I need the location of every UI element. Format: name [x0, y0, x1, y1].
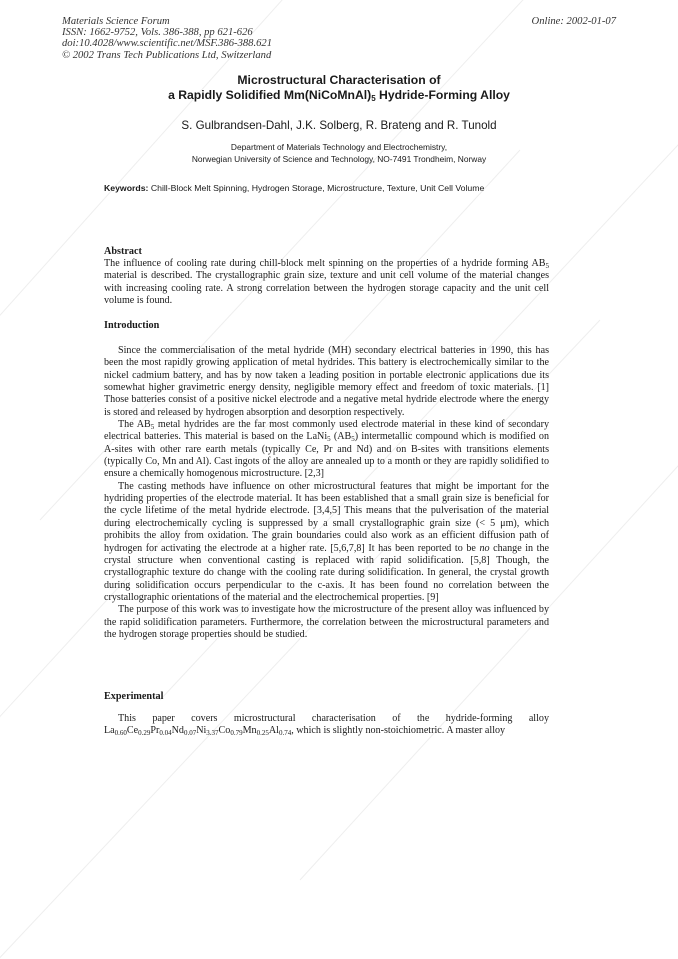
formula-subscript: 0.25 — [256, 729, 269, 738]
formula-subscript: 0.04 — [159, 729, 172, 738]
formula-element: Co — [218, 725, 231, 737]
author-list: S. Gulbrandsen-Dahl, J.K. Solberg, R. Brateng and R. Tunold — [181, 119, 497, 132]
abstract-text: The influence of cooling rate during chill-block melt spinning on the properties of a hydride forming $AB_5$ material is described. The crystallographic grain size, texture and unit cell volume of the material changes with increasing cooling rate. A strong correlation between the hydrogen storage capacity and the unit cell volume is found. — [104, 258, 549, 307]
introduction-heading: Introduction — [104, 320, 160, 331]
formula-element: La — [104, 725, 115, 737]
formula-element: Ce — [126, 725, 139, 737]
formula-element: Al — [268, 725, 279, 737]
experimental-heading: Experimental — [104, 691, 164, 702]
issn-line: ISSN: 1662-9752, Vols. 386-388, pp 621-626 — [62, 27, 253, 39]
formula-element: Pr — [150, 725, 160, 737]
journal-header — [62, 16, 272, 61]
paper-title — [60, 73, 618, 103]
keywords-label: Keywords: — [104, 183, 149, 193]
title-line-1: Microstructural Characterisation of — [237, 73, 441, 87]
formula-subscript: 0.29 — [138, 729, 151, 738]
keywords — [104, 183, 574, 194]
formula-subscript: 0.74 — [278, 729, 292, 738]
intro-paragraph-1: Since the commercialisation of the metal hydride (MH) secondary electrical batteries in 1990, this has been the most rapidly growing application of metal hydrides. This battery is electrochemically similar to the nickel cadmium battery, and has by now taken a leading position in portable electronic applications due its somewhat higher gravimetric energy density, negligible memory effect and freedom of toxic materials. [1] Those batteries consist of a positive nickel electrode and a negative metal hydride electrode where the energy is stored and released by hydrogen absorption and desorption respectively. — [104, 345, 549, 418]
title-line-2: a Rapidly Solidified $Mm(NiCoMnAl)_5$ Hydride-Forming Alloy — [168, 88, 510, 103]
formula-subscript: 3.37 — [206, 729, 219, 738]
abstract-heading: Abstract — [104, 246, 142, 257]
intro-paragraph-2: The $AB_5$ metal hydrides are the far most commonly used electrode material in these kind of secondary electrical batteries. This material is based on the LaNi$_5$ $(AB_5)$ intermetallic compound which is modified on A-sites with other rare earth metals (typically Ce, Pr and Nd) and on B-sites with transitions elements (typically Co, Mn and Al). Cast ingots of the alloy are annealed up to a month or they are rapidly solidified to ensure a chemically homogenous microstructure. [2,3] — [104, 419, 550, 480]
formula-element: Nd — [171, 725, 184, 737]
alloy-formula — [104, 725, 291, 736]
formula-subscript: 0.60 — [114, 729, 127, 738]
experimental-text: This paper covers microstructural characterisation of the hydride-forming alloy $La_{0.60}Ce_{0.29}Pr_{0.04}Nd_{0.07}Ni_{3.37}Co_{0.79}Mn_{0.25}Al_{0.74}$, which is slightly non-stoichiometric. A master alloy — [104, 713, 549, 738]
doi-line[interactable]: doi:10.4028/www.scientific.net/MSF.386-388.621 — [62, 38, 272, 50]
formula-element: Ni — [196, 725, 207, 737]
journal-name: Materials Science Forum — [62, 16, 170, 27]
formula-subscript: 0.79 — [230, 729, 243, 738]
introduction-body — [104, 345, 549, 641]
intro-paragraph-3: The casting methods have influence on other microstructural features that might be important for the hydriding properties of the electrode material. It has been established that a small grain size is beneficial for the cycle lifetime of the metal hydride electrode. [3,4,5] This means that the pulverisation of the material during electrochemically cycling is suppressed by a small crystallographic grain size (< 5 μm), which prohibits the alloy from oxidation. The grain boundaries could also work as an efficient diffusion path of hydrogen for activating the electrode at a higher rate. [5,6,7,8] It has been reported to be no change in the crystal structure when conventional casting is replaced with rapid solidification. [5,8] Though, the crystallographic texture do change with the cooling rate during solidification. In general, the crystal growth during solidification occurs perpendicular to the c-axis. It has been found no correlation between the crystallographic orientations of the material and the electrochemical properties. [9] — [104, 480, 549, 603]
keywords-text: Chill-Block Melt Spinning, Hydrogen Storage, Microstructure, Texture, Unit Cell Volume — [148, 183, 485, 193]
online-date: Online: 2002-01-07 — [531, 16, 616, 27]
affiliation: Department of Materials Technology and Electrochemistry, Norwegian University of Science and Technology, NO-7491 Trondheim, Norway — [191, 142, 487, 164]
formula-subscript: 0.07 — [183, 729, 197, 738]
intro-paragraph-4: The purpose of this work was to investigate how the microstructure of the present alloy was influenced by the rapid solidification parameters. Furthermore, the correlation between the microstructural parameters and the hydrogen storage properties should be studied. — [104, 604, 549, 640]
formula-element: Mn — [242, 725, 257, 737]
copyright-line: © 2002 Trans Tech Publications Ltd, Switzerland — [62, 49, 272, 61]
